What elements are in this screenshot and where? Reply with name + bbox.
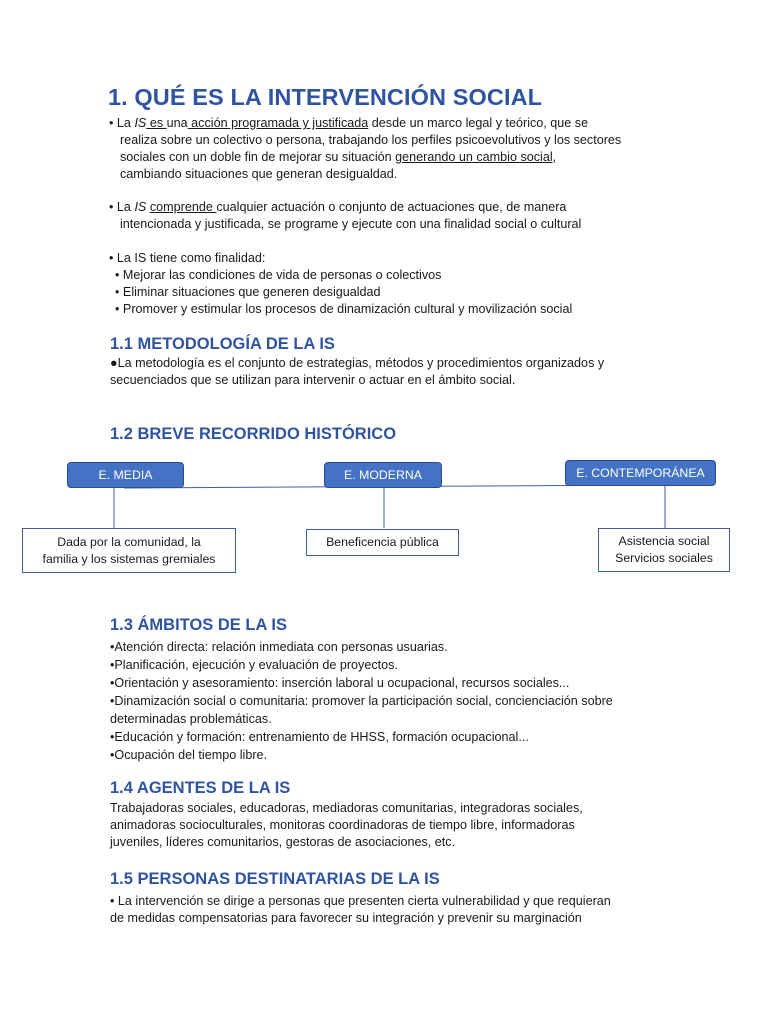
era-contemporanea-box: E. CONTEMPORÁNEA — [565, 460, 716, 486]
definition-paragraph-1: • La IS es una acción programada y justificada desde un marco legal y teórico, que se realiza sobre un colectivo o persona, trabajando los perfiles psicoevolutivos y los sectores sociales con un doble fin de mejorar su situación generando un cambio social, cambiando situaciones que generan desigualdad. — [109, 116, 622, 181]
bullet: • — [109, 200, 114, 214]
bullet: • — [115, 285, 120, 299]
purpose-item: Mejorar las condiciones de vida de personas o colectivos — [122, 268, 442, 282]
era-media-box: E. MEDIA — [67, 462, 184, 488]
bullet: • — [109, 251, 114, 265]
purpose-item: Promover y estimular los procesos de dinamización cultural y movilización social — [122, 302, 573, 316]
section-1-2-title: 1.2 BREVE RECORRIDO HISTÓRICO — [110, 425, 397, 443]
era-moderna-description: Beneficencia pública — [306, 529, 459, 556]
fields-item: •Atención directa: relación inmediata con personas usuarias. — [110, 640, 448, 654]
era-moderna-box: E. MODERNA — [324, 462, 442, 488]
bullet: • — [115, 302, 120, 316]
fields-item: •Educación y formación: entrenamiento de HHSS, formación ocupacional... — [110, 730, 529, 744]
section-1-title: 1. QUÉ ES LA INTERVENCIÓN SOCIAL — [108, 84, 543, 110]
fields-item: •Dinamización social o comunitaria: promover la participación social, concienciación sobre — [110, 694, 613, 708]
fields-item: •Planificación, ejecución y evaluación de proyectos. — [110, 658, 398, 672]
section-1-5-title: 1.5 PERSONAS DESTINATARIAS DE LA IS — [110, 870, 440, 888]
bullet: • — [109, 116, 114, 130]
methodology-text: ●La metodología es el conjunto de estrategias, métodos y procedimientos organizados y secuenciados que se utilizan para intervenir o actuar en el ámbito social. — [110, 356, 605, 387]
bullet: • — [115, 268, 120, 282]
fields-item: •Ocupación del tiempo libre. — [110, 748, 268, 762]
fields-item: determinadas problemáticas. — [110, 712, 272, 726]
fields-item: •Orientación y asesoramiento: inserción laboral u ocupacional, recursos sociales... — [110, 676, 570, 690]
agents-text: Trabajadoras sociales, educadoras, mediadoras comunitarias, integradoras sociales, animadoras socioculturales, monitoras coordinadoras de tiempo libre, informadoras juveniles, líderes comunitarios, gestoras de asociaciones, etc. — [110, 801, 583, 849]
era-contemporanea-description: Asistencia social Servicios sociales — [598, 528, 730, 572]
purpose-item: Eliminar situaciones que generen desigualdad — [122, 285, 381, 299]
era-media-description: Dada por la comunidad, la familia y los sistemas gremiales — [22, 528, 236, 573]
section-1-4-title: 1.4 AGENTES DE LA IS — [110, 779, 291, 797]
section-1-3-title: 1.3 ÁMBITOS DE LA IS — [110, 616, 287, 634]
fields-list — [110, 638, 613, 764]
definition-paragraph-2: • La IS comprende cualquier actuación o conjunto de actuaciones que, de manera intencionada y justificada, se programe y ejecute con una finalidad social o cultural — [109, 200, 582, 231]
purpose-list: • La IS tiene como finalidad: • Mejorar las condiciones de vida de personas o colectivos • Eliminar situaciones que generen desigualdad • Promover y estimular los procesos de dinamización cultural y movilización social — [109, 251, 573, 316]
recipients-text: • La intervención se dirige a personas que presenten cierta vulnerabilidad y que requieran de medidas compensatorias para favorecer su integración y prevenir su marginación — [110, 894, 611, 925]
section-1-1-title: 1.1 METODOLOGÍA DE LA IS — [110, 335, 335, 353]
